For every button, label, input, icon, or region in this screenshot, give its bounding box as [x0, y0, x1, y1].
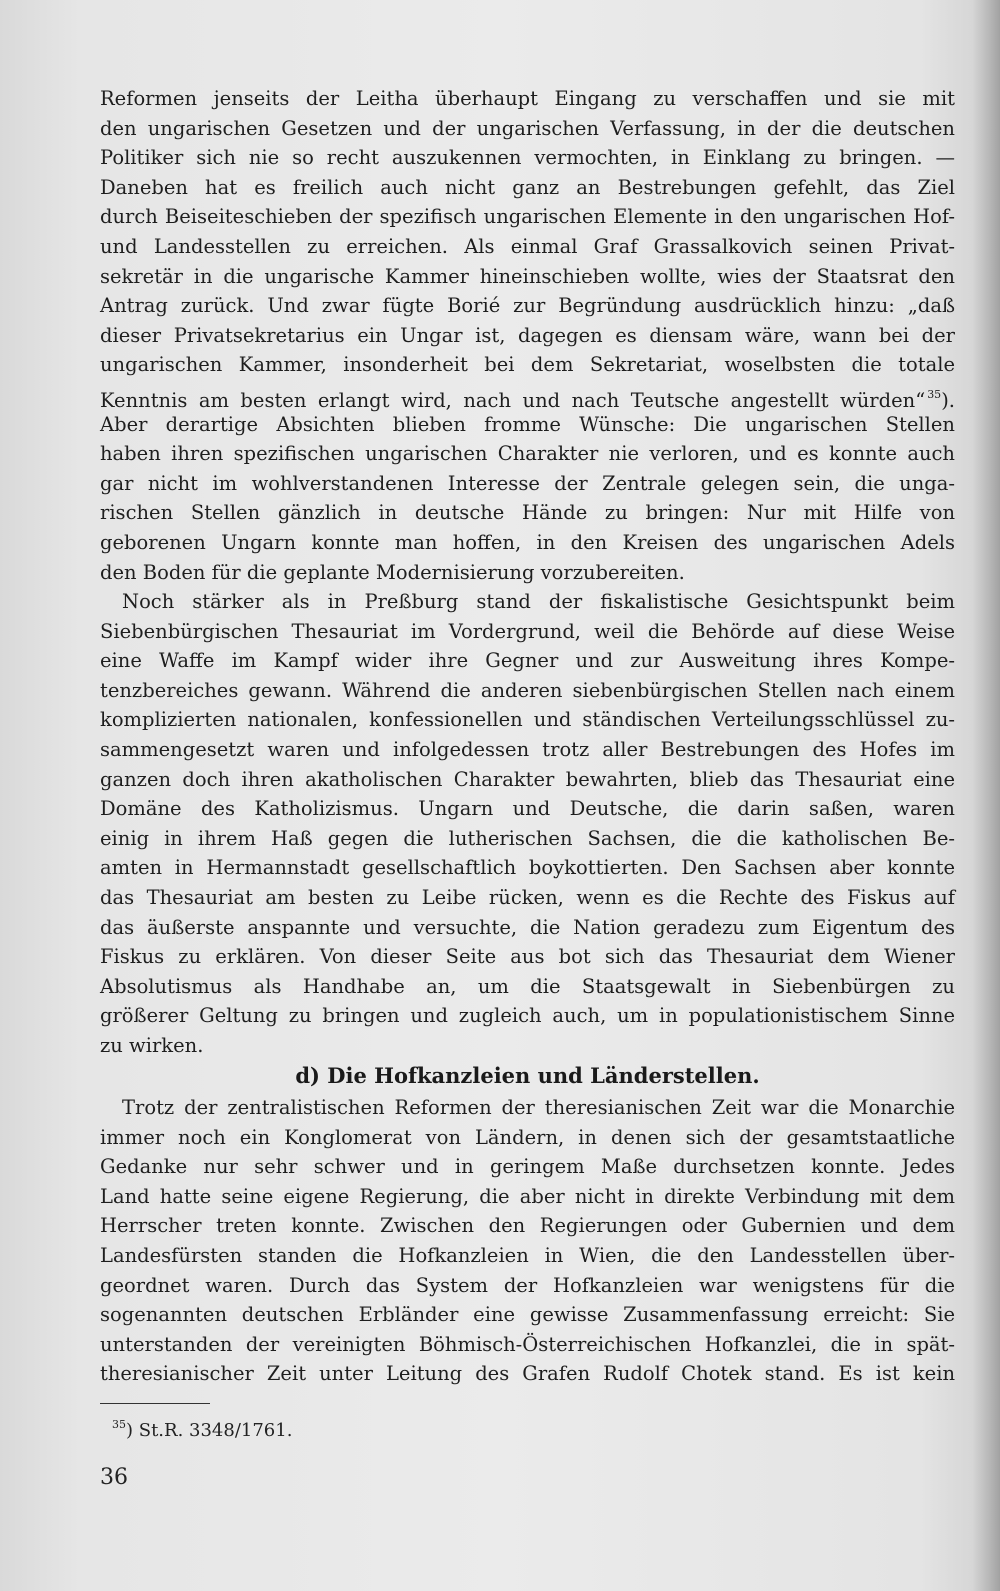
text-line: theresianischer Zeit unter Leitung des Grafen Rudolf Chotek stand. Es ist kein — [100, 1362, 955, 1386]
text-line: dieser Privatsekretarius ein Ungar ist, dagegen es diensam wäre, wann bei der — [100, 323, 955, 347]
text-line: haben ihren spezifischen ungarischen Charakter nie verloren, und es konnte auch — [100, 442, 955, 466]
text-line: Domäne des Katholizismus. Ungarn und Deutsche, die darin saßen, waren — [100, 797, 955, 821]
text-line: unterstanden der vereinigten Böhmisch-Österreichischen Hofkanzlei, die in spät- — [100, 1332, 955, 1356]
text-line: sekretär in die ungarische Kammer hineinschieben wollte, wies der Staatsrat den — [100, 264, 955, 288]
footnote-divider — [100, 1403, 210, 1404]
text-line: gar nicht im wohlverstandenen Interesse der Zentrale gelegen sein, die unga- — [100, 471, 955, 495]
text-line: Daneben hat es freilich auch nicht ganz an Bestrebungen gefehlt, das Ziel — [100, 175, 955, 199]
text-line: komplizierten nationalen, konfessionellen und ständischen Verteilungsschlüssel zu- — [100, 708, 955, 732]
text-line: ganzen doch ihren akatholischen Charakter bewahrten, blieb das Thesauriat eine — [100, 767, 955, 791]
text-line: geborenen Ungarn konnte man hoffen, in den Kreisen des ungarischen Adels — [100, 530, 955, 554]
text-line: Antrag zurück. Und zwar fügte Borié zur Begründung ausdrücklich hinzu: „daß — [100, 294, 955, 318]
text-line: Siebenbürgischen Thesauriat im Vordergrund, weil die Behörde auf diese Weise — [100, 619, 955, 643]
text-line: ungarischen Kammer, insonderheit bei dem Sekretariat, woselbsten die totale — [100, 353, 955, 377]
footnote-text: ) St.R. 3348/1761. — [126, 1420, 293, 1441]
text-line: das äußerste anspannte und versuchte, die Nation geradezu zum Eigentum des — [100, 915, 955, 939]
footnote — [112, 1418, 292, 1441]
text-line-body: Kenntnis am besten erlangt wird, nach und nach Teutsche angestellt würden“ — [100, 388, 926, 412]
text-line: Aber derartige Absichten blieben fromme Wünsche: Die ungarischen Stellen — [100, 412, 955, 436]
text-line: immer noch ein Konglomerat von Ländern, in denen sich der gesamtstaatliche — [100, 1125, 955, 1149]
section-text-block — [100, 1093, 955, 1389]
text-line: den ungarischen Gesetzen und der ungarischen Verfassung, in der die deutschen — [100, 116, 955, 140]
text-line: rischen Stellen gänzlich in deutsche Hände zu bringen: Nur mit Hilfe von — [100, 501, 955, 525]
text-line: und Landesstellen zu erreichen. Als einmal Graf Grassalkovich seinen Privat- — [100, 234, 955, 258]
text-line-with-footnote — [100, 380, 955, 410]
text-line: Herrscher treten konnte. Zwischen den Regierungen oder Gubernien und dem — [100, 1214, 955, 1238]
text-line: einig in ihrem Haß gegen die lutherischen Sachsen, die die katholischen Be- — [100, 826, 955, 850]
text-line: tenzbereiches gewann. Während die anderen siebenbürgischen Stellen nach einem — [100, 678, 955, 702]
text-line: eine Waffe im Kampf wider ihre Gegner und zur Ausweitung ihres Kompe- — [100, 649, 955, 673]
text-line: zu wirken. — [100, 1034, 204, 1057]
footnote-number: 35 — [112, 1418, 126, 1431]
footnote-reference: 35 — [927, 387, 942, 401]
text-line: sammengesetzt waren und infolgedessen trotz aller Bestrebungen des Hofes im — [100, 738, 955, 762]
text-line: Absolutismus als Handhabe an, um die Staatsgewalt in Siebenbürgen zu — [100, 974, 955, 998]
text-line-tail: ). — [941, 388, 955, 412]
page-edge-shadow — [972, 0, 1000, 1591]
text-line: größerer Geltung zu bringen und zugleich auch, um in populationistischem Sinne — [100, 1004, 955, 1028]
text-line: Land hatte seine eigene Regierung, die aber nicht in direkte Verbindung mit dem — [100, 1184, 955, 1208]
main-text-block — [100, 84, 955, 1061]
text-line: amten in Hermannstadt gesellschaftlich boykottierten. Den Sachsen aber konnte — [100, 856, 955, 880]
text-line: sogenannten deutschen Erbländer eine gewisse Zusammenfassung erreicht: Sie — [100, 1303, 955, 1327]
text-line: geordnet waren. Durch das System der Hofkanzleien war wenigstens für die — [100, 1273, 955, 1297]
text-line: den Boden für die geplante Modernisierung vorzubereiten. — [100, 560, 685, 584]
text-line: Landesfürsten standen die Hofkanzleien in Wien, die den Landesstellen über- — [100, 1243, 955, 1267]
text-line: Reformen jenseits der Leitha überhaupt Eingang zu verschaffen und sie mit — [100, 87, 955, 110]
text-line: Trotz der zentralistischen Reformen der theresianischen Zeit war die Monarchie — [122, 1096, 955, 1119]
text-line: durch Beiseiteschieben der spezifisch ungarischen Elemente in den ungarischen Hof- — [100, 205, 955, 229]
page-number: 36 — [100, 1465, 128, 1490]
text-line: Gedanke nur sehr schwer und in geringem Maße durchsetzen konnte. Jedes — [100, 1155, 955, 1179]
text-line: das Thesauriat am besten zu Leibe rücken, wenn es die Rechte des Fiskus auf — [100, 886, 955, 910]
section-heading: d) Die Hofkanzleien und Länderstellen. — [295, 1063, 760, 1088]
text-line: Politiker sich nie so recht auszukennen vermochten, in Einklang zu bringen. — — [100, 146, 955, 170]
text-line: Fiskus zu erklären. Von dieser Seite aus bot sich das Thesauriat dem Wiener — [100, 945, 955, 969]
text-line: Noch stärker als in Preßburg stand der fiskalistische Gesichtspunkt beim — [122, 590, 955, 614]
